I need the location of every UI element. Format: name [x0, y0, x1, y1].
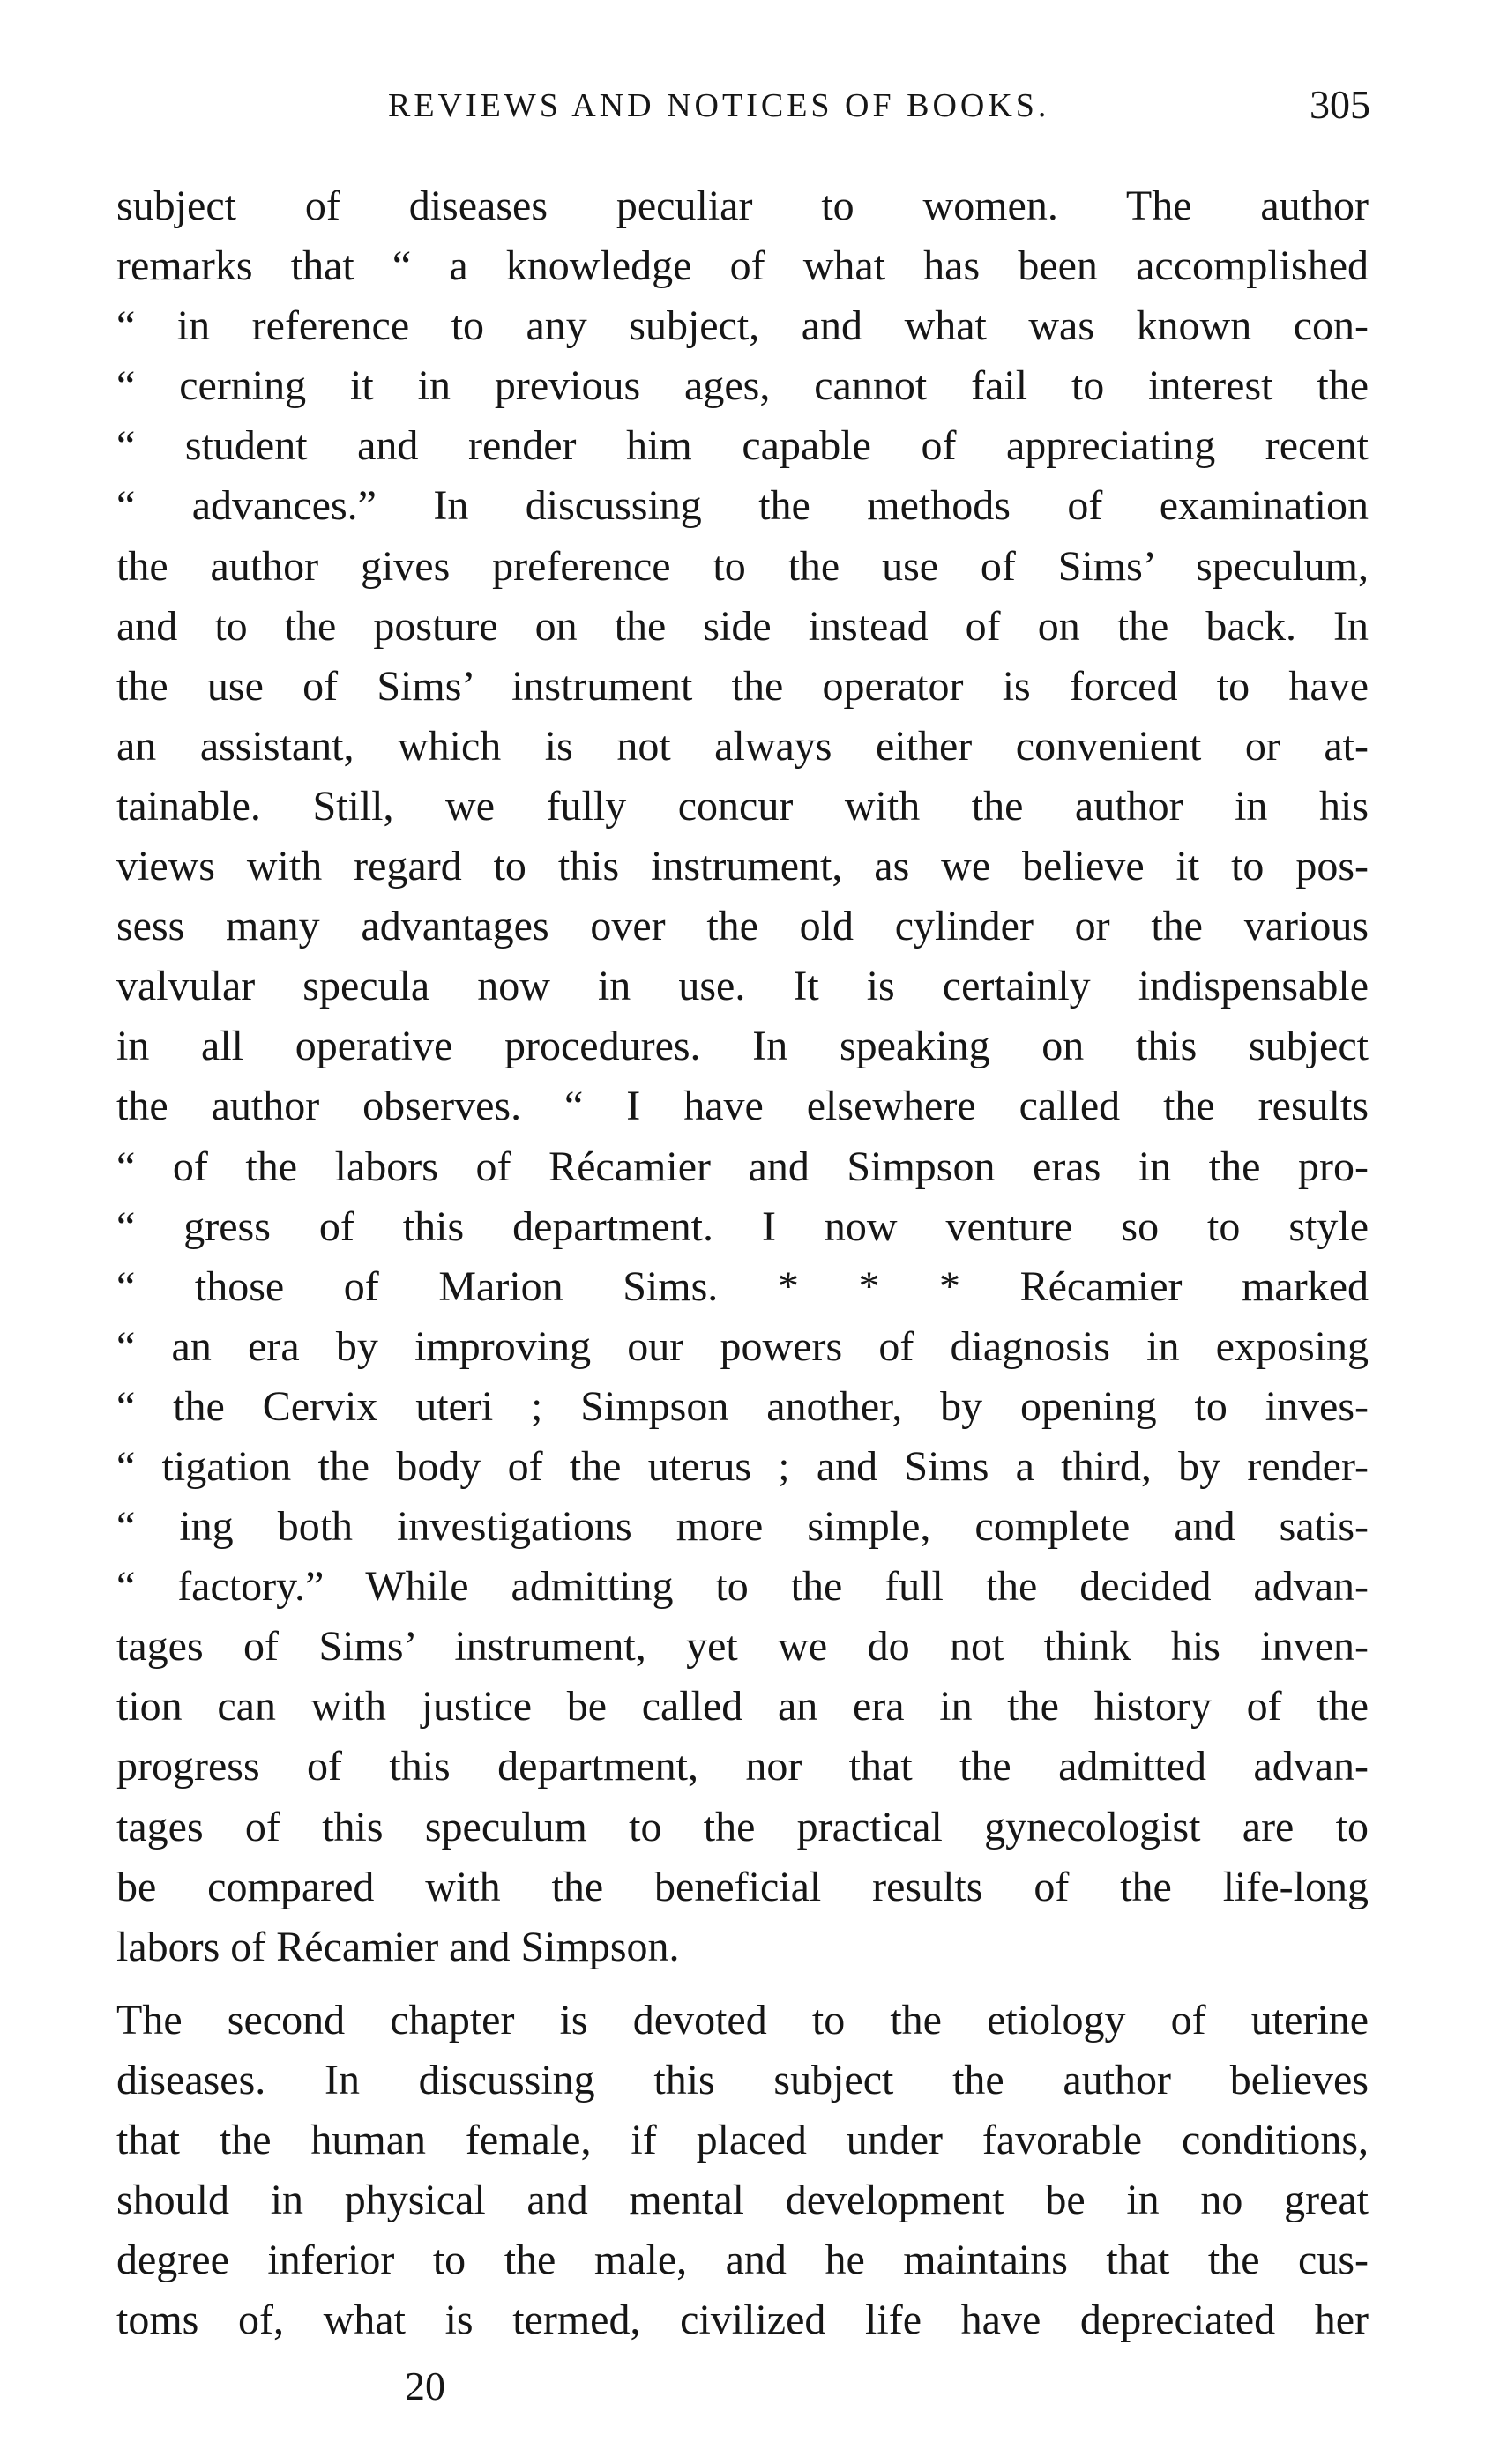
text-line: degree inferior to the male, and he maintains that the cus- [116, 2237, 1369, 2284]
text-line: “ ing both investigations more simple, complete and satis- [116, 1503, 1369, 1551]
text-line: “ the Cervix uteri ; Simpson another, by opening to inves- [116, 1382, 1369, 1430]
text-line: be compared with the beneficial results of the life-long [116, 1863, 1369, 1910]
text-line: subject of diseases peculiar to women. The author [116, 182, 1369, 229]
text-line: that the human female, if placed under favorable conditions, [116, 2117, 1369, 2164]
text-line: labors of Récamier and Simpson. [116, 1923, 680, 1970]
text-line: the author gives preference to the use of Sims’ speculum, [116, 542, 1369, 590]
signature-mark: 20 [405, 2364, 445, 2408]
text-line: “ advances.” In discussing the methods of examination [116, 482, 1369, 530]
text-line: progress of this department, nor that the admitted advan- [116, 1743, 1369, 1790]
text-line: “ gress of this department. I now venture so to style [116, 1202, 1369, 1250]
text-line: views with regard to this instrument, as we believe it to pos- [116, 843, 1369, 890]
text-line: “ in reference to any subject, and what was known con- [116, 302, 1369, 350]
text-line: “ those of Marion Sims. * * * Récamier marked [116, 1262, 1369, 1310]
text-line: “ tigation the body of the uterus ; and Sims a third, by render- [116, 1442, 1369, 1490]
text-line: in all operative procedures. In speaking on this subject [116, 1023, 1369, 1070]
text-line: sess many advantages over the old cylinder or the various [116, 903, 1369, 950]
text-line: an assistant, which is not always either convenient or at- [116, 722, 1369, 770]
running-title: REVIEWS AND NOTICES OF BOOKS. [388, 87, 1050, 124]
text-line: tainable. Still, we fully concur with the author in his [116, 782, 1369, 830]
text-line: diseases. In discussing this subject the author believes [116, 2057, 1369, 2104]
text-line: “ student and render him capable of appreciating recent [116, 422, 1369, 470]
text-line: “ factory.” While admitting to the full the decided advan- [116, 1563, 1369, 1611]
text-line: The second chapter is devoted to the etiology of uterine [116, 1997, 1369, 2043]
paragraph-1 [116, 176, 1369, 1977]
text-line: “ of the labors of Récamier and Simpson eras in the pro- [116, 1143, 1369, 1190]
text-line: valvular specula now in use. It is certainly indispensable [116, 963, 1369, 1010]
text-line: should in physical and mental development be in no great [116, 2177, 1369, 2224]
text-line: and to the posture on the side instead of on the back. In [116, 602, 1369, 650]
text-line: “ an era by improving our powers of diagnosis in exposing [116, 1322, 1369, 1370]
text-line: tages of Sims’ instrument, yet we do not think his inven- [116, 1623, 1369, 1671]
page-number: 305 [1310, 82, 1370, 127]
text-line: the use of Sims’ instrument the operator is forced to have [116, 662, 1369, 710]
paragraph-2 [116, 1991, 1369, 2351]
text-line: tion can with justice be called an era in the history of the [116, 1683, 1369, 1731]
text-line: remarks that “ a knowledge of what has been accomplished [116, 242, 1369, 290]
text-line: “ cerning it in previous ages, cannot fail to interest the [116, 362, 1369, 410]
text-line: tages of this speculum to the practical gynecologist are to [116, 1803, 1369, 1850]
text-line: toms of, what is termed, civilized life have depreciated her [116, 2297, 1369, 2344]
text-line: the author observes. “ I have elsewhere called the results [116, 1083, 1369, 1130]
running-head [0, 82, 1485, 139]
